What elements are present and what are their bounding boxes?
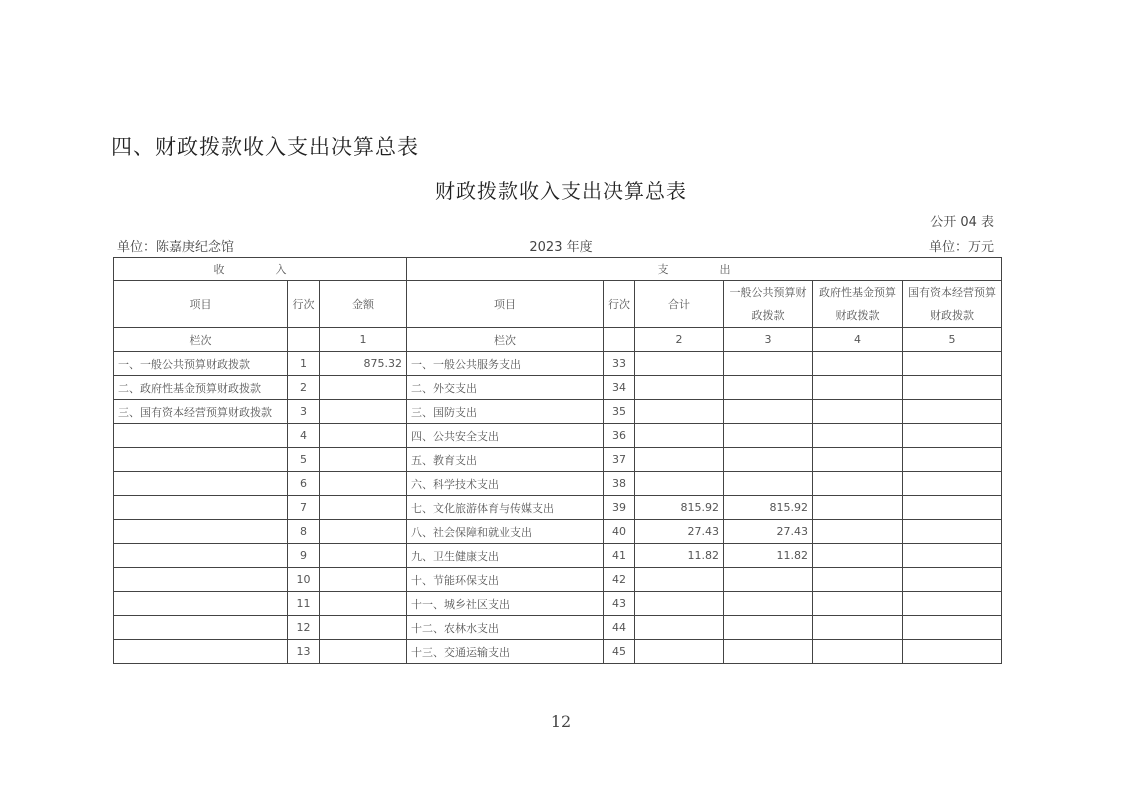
general-budget-cell bbox=[724, 400, 813, 424]
income-amount-cell bbox=[320, 448, 407, 472]
total-cell bbox=[635, 472, 724, 496]
income-row-no-cell: 11 bbox=[288, 592, 320, 616]
income-row-no-cell: 6 bbox=[288, 472, 320, 496]
expense-row-no-cell: 37 bbox=[604, 448, 635, 472]
state-capital-cell bbox=[903, 544, 1002, 568]
general-budget-cell bbox=[724, 448, 813, 472]
column-label: 栏次 bbox=[114, 328, 288, 352]
budget-table bbox=[113, 257, 1002, 664]
state-capital-cell bbox=[903, 496, 1002, 520]
state-capital-cell bbox=[903, 448, 1002, 472]
total-header: 合计 bbox=[635, 281, 724, 328]
income-amount-cell bbox=[320, 568, 407, 592]
state-capital-cell bbox=[903, 400, 1002, 424]
income-amount-cell bbox=[320, 496, 407, 520]
total-cell bbox=[635, 448, 724, 472]
page-number: 12 bbox=[550, 712, 572, 731]
income-amount-cell bbox=[320, 544, 407, 568]
fiscal-year: 2023 年度 bbox=[529, 240, 593, 255]
total-cell bbox=[635, 352, 724, 376]
income-row-no-cell: 2 bbox=[288, 376, 320, 400]
expense-item-cell: 八、社会保障和就业支出 bbox=[407, 520, 604, 544]
table-row bbox=[114, 448, 1002, 472]
total-cell bbox=[635, 640, 724, 664]
expense-row-no-header: 行次 bbox=[604, 281, 635, 328]
income-amount-cell bbox=[320, 520, 407, 544]
state-capital-cell bbox=[903, 472, 1002, 496]
table-row bbox=[114, 496, 1002, 520]
income-amount-cell bbox=[320, 472, 407, 496]
expense-item-cell: 三、国防支出 bbox=[407, 400, 604, 424]
gov-fund-cell bbox=[813, 520, 903, 544]
table-row bbox=[114, 520, 1002, 544]
expense-item-cell: 九、卫生健康支出 bbox=[407, 544, 604, 568]
total-cell: 11.82 bbox=[635, 544, 724, 568]
column-empty-expense bbox=[604, 328, 635, 352]
income-amount-cell bbox=[320, 424, 407, 448]
gov-fund-cell bbox=[813, 448, 903, 472]
table-row bbox=[114, 592, 1002, 616]
state-capital-cell bbox=[903, 352, 1002, 376]
column-number-5: 5 bbox=[903, 328, 1002, 352]
total-cell: 815.92 bbox=[635, 496, 724, 520]
expense-item-cell: 十二、农林水支出 bbox=[407, 616, 604, 640]
column-empty bbox=[288, 328, 320, 352]
table-code: 公开 04 表 bbox=[930, 215, 994, 230]
total-cell bbox=[635, 568, 724, 592]
expense-row-no-cell: 38 bbox=[604, 472, 635, 496]
expense-item-cell: 二、外交支出 bbox=[407, 376, 604, 400]
table-row bbox=[114, 544, 1002, 568]
income-item-cell: 三、国有资本经营预算财政拨款 bbox=[114, 400, 288, 424]
unit-name: 单位：陈嘉庚纪念馆 bbox=[117, 240, 235, 255]
expense-row-no-cell: 34 bbox=[604, 376, 635, 400]
income-amount-cell bbox=[320, 592, 407, 616]
general-budget-cell bbox=[724, 352, 813, 376]
total-cell bbox=[635, 616, 724, 640]
table-title: 财政拨款收入支出决算总表 bbox=[435, 179, 687, 203]
table-row bbox=[114, 616, 1002, 640]
section-heading: 四、财政拨款收入支出决算总表 bbox=[111, 135, 419, 159]
income-amount-cell: 875.32 bbox=[320, 352, 407, 376]
general-budget-cell bbox=[724, 640, 813, 664]
table-row bbox=[114, 568, 1002, 592]
budget-table-body bbox=[114, 258, 1002, 664]
general-budget-cell: 815.92 bbox=[724, 496, 813, 520]
gov-fund-cell bbox=[813, 592, 903, 616]
expense-item-cell: 十、节能环保支出 bbox=[407, 568, 604, 592]
expense-row-no-cell: 45 bbox=[604, 640, 635, 664]
unit-measure: 单位：万元 bbox=[928, 240, 994, 255]
gov-fund-header: 政府性基金预算财政拨款 bbox=[813, 281, 903, 328]
general-budget-cell: 27.43 bbox=[724, 520, 813, 544]
expense-item-cell: 十三、交通运输支出 bbox=[407, 640, 604, 664]
income-item-cell bbox=[114, 544, 288, 568]
table-row bbox=[114, 424, 1002, 448]
expense-row-no-cell: 36 bbox=[604, 424, 635, 448]
general-budget-cell bbox=[724, 616, 813, 640]
table-row bbox=[114, 376, 1002, 400]
state-capital-header: 国有资本经营预算财政拨款 bbox=[903, 281, 1002, 328]
column-number-3: 3 bbox=[724, 328, 813, 352]
income-row-no-cell: 5 bbox=[288, 448, 320, 472]
expense-row-no-cell: 35 bbox=[604, 400, 635, 424]
state-capital-cell bbox=[903, 424, 1002, 448]
table-row bbox=[114, 400, 1002, 424]
total-cell bbox=[635, 400, 724, 424]
income-row-no-cell: 1 bbox=[288, 352, 320, 376]
income-row-no-cell: 3 bbox=[288, 400, 320, 424]
expense-item-header: 项目 bbox=[407, 281, 604, 328]
income-amount-cell bbox=[320, 400, 407, 424]
expense-item-cell: 七、文化旅游体育与传媒支出 bbox=[407, 496, 604, 520]
general-budget-cell bbox=[724, 472, 813, 496]
general-budget-cell bbox=[724, 568, 813, 592]
state-capital-cell bbox=[903, 520, 1002, 544]
column-number-row bbox=[114, 328, 1002, 352]
income-item-cell bbox=[114, 472, 288, 496]
general-budget-header: 一般公共预算财政拨款 bbox=[724, 281, 813, 328]
general-budget-cell bbox=[724, 424, 813, 448]
income-item-cell bbox=[114, 616, 288, 640]
expense-row-no-cell: 44 bbox=[604, 616, 635, 640]
income-item-cell bbox=[114, 568, 288, 592]
gov-fund-cell bbox=[813, 640, 903, 664]
income-amount-header: 金额 bbox=[320, 281, 407, 328]
general-budget-cell bbox=[724, 376, 813, 400]
total-cell bbox=[635, 424, 724, 448]
gov-fund-cell bbox=[813, 544, 903, 568]
income-item-cell bbox=[114, 520, 288, 544]
expense-item-cell: 六、科学技术支出 bbox=[407, 472, 604, 496]
table-row bbox=[114, 640, 1002, 664]
expense-row-no-cell: 33 bbox=[604, 352, 635, 376]
expense-row-no-cell: 41 bbox=[604, 544, 635, 568]
total-cell: 27.43 bbox=[635, 520, 724, 544]
income-amount-cell bbox=[320, 376, 407, 400]
column-label-expense: 栏次 bbox=[407, 328, 604, 352]
expense-item-cell: 四、公共安全支出 bbox=[407, 424, 604, 448]
state-capital-cell bbox=[903, 640, 1002, 664]
expense-item-cell: 十一、城乡社区支出 bbox=[407, 592, 604, 616]
gov-fund-cell bbox=[813, 568, 903, 592]
general-budget-cell bbox=[724, 592, 813, 616]
total-cell bbox=[635, 376, 724, 400]
income-amount-cell bbox=[320, 640, 407, 664]
income-item-header: 项目 bbox=[114, 281, 288, 328]
table-row bbox=[114, 472, 1002, 496]
income-row-no-cell: 7 bbox=[288, 496, 320, 520]
income-item-cell bbox=[114, 640, 288, 664]
income-item-cell bbox=[114, 448, 288, 472]
income-item-cell: 二、政府性基金预算财政拨款 bbox=[114, 376, 288, 400]
income-row-no-header: 行次 bbox=[288, 281, 320, 328]
income-row-no-cell: 10 bbox=[288, 568, 320, 592]
gov-fund-cell bbox=[813, 496, 903, 520]
income-row-no-cell: 8 bbox=[288, 520, 320, 544]
state-capital-cell bbox=[903, 616, 1002, 640]
column-number-2: 2 bbox=[635, 328, 724, 352]
income-item-cell bbox=[114, 592, 288, 616]
gov-fund-cell bbox=[813, 472, 903, 496]
expense-group-header: 支 出 bbox=[407, 258, 1002, 281]
general-budget-cell: 11.82 bbox=[724, 544, 813, 568]
income-group-header: 收 入 bbox=[114, 258, 407, 281]
table-column-header-row bbox=[114, 281, 1002, 328]
income-amount-cell bbox=[320, 616, 407, 640]
income-row-no-cell: 12 bbox=[288, 616, 320, 640]
column-number-4: 4 bbox=[813, 328, 903, 352]
expense-row-no-cell: 42 bbox=[604, 568, 635, 592]
income-item-cell bbox=[114, 424, 288, 448]
table-row bbox=[114, 352, 1002, 376]
gov-fund-cell bbox=[813, 352, 903, 376]
state-capital-cell bbox=[903, 568, 1002, 592]
expense-row-no-cell: 39 bbox=[604, 496, 635, 520]
expense-item-cell: 五、教育支出 bbox=[407, 448, 604, 472]
gov-fund-cell bbox=[813, 376, 903, 400]
income-item-cell: 一、一般公共预算财政拨款 bbox=[114, 352, 288, 376]
expense-row-no-cell: 40 bbox=[604, 520, 635, 544]
income-row-no-cell: 13 bbox=[288, 640, 320, 664]
state-capital-cell bbox=[903, 376, 1002, 400]
gov-fund-cell bbox=[813, 616, 903, 640]
gov-fund-cell bbox=[813, 424, 903, 448]
gov-fund-cell bbox=[813, 400, 903, 424]
table-group-header-row bbox=[114, 258, 1002, 281]
column-number-1: 1 bbox=[320, 328, 407, 352]
expense-row-no-cell: 43 bbox=[604, 592, 635, 616]
income-row-no-cell: 4 bbox=[288, 424, 320, 448]
expense-item-cell: 一、一般公共服务支出 bbox=[407, 352, 604, 376]
income-row-no-cell: 9 bbox=[288, 544, 320, 568]
total-cell bbox=[635, 592, 724, 616]
state-capital-cell bbox=[903, 592, 1002, 616]
income-item-cell bbox=[114, 496, 288, 520]
